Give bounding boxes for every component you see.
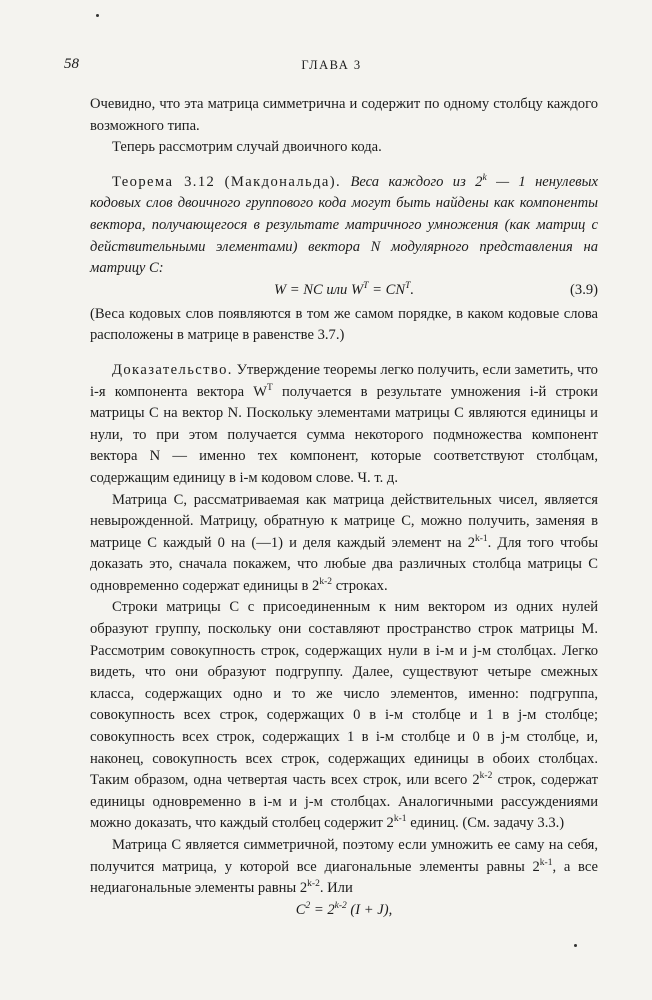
paragraph-rows-group: Строки матрицы C с присоединенным к ним вектором из одних нулей образуют группу, поскольку они составляют пространство строк матрицы M. Рассмотрим совокупность строк, содержащих нули в i-м и j-м столбцах. Легко видеть, что они образуют подгруппу. Далее, существуют четыре смежных класса, содержащих одно и то же число элементов, именно: подгруппа, совокупность всех строк, содержащих 0 в i-м столбце и 1 в j-м столбце; совокупность всех строк, содержащих 1 в i-м столбце и 0 в j-м столбце, и, наконец, совокупность всех строк, содержащих единицы в обоих столбцах. Таким образом, одна четвертая часть всех строк, или всего 2$^{k-2}$ строк, содержат единицы одновременно в i-м и j-м столбцах. Аналогичными рассуждениями можно доказать, что каждый столбец содержит 2$^{k-1}$ единиц. (См. задачу 3.3.) <box>90 599 598 832</box>
paragraph-intro: Очевидно, что эта матрица симметрична и содержит по одному столбцу каждого возможного типа. <box>90 96 598 134</box>
theorem-label: Теорема 3.12 <box>112 173 216 190</box>
equation-3-9: W = NC или $W^T = CN^T$. (3.9) <box>90 280 598 304</box>
paragraph-symmetric: Матрица C является симметричной, поэтому если умножить ее саму на себя, получится матрица, у которой все диагональные элементы равны 2$^{k-1}$, а все недиагональные элементы равны 2$^{k-2}$. Или <box>90 837 598 897</box>
theorem-text: Веса каждого из 2$^k$ — 1 ненулевых кодовых слов двоичного группового кода могут быть найдены как компоненты вектора, получающегося в результате матричного умножения (как матриц с действительными элементами) вектора N модулярного представления на матрицу C: <box>90 172 599 277</box>
paragraph-nonsingular: Матрица C, рассматриваемая как матрица действительных чисел, является невырожденной. Матрицу, обратную к матрице C, можно получить, заменяя в матрице C каждый 0 на (—1) и деля каждый элемент на 2$^{k-1}$. Для того чтобы доказать это, сначала покажем, что любые два различных столбца матрицы C одновременно содержат единицы в 2$^{k-2}$ строках. <box>90 491 598 594</box>
scan-speck <box>574 944 577 947</box>
page-number: 58 <box>64 56 79 72</box>
theorem-3-12 <box>90 172 598 280</box>
equation-number: (3.9) <box>570 281 598 298</box>
page-header <box>64 56 599 76</box>
page-body <box>90 94 598 924</box>
scan-speck <box>96 14 99 17</box>
paragraph-note: (Веса кодовых слов появляются в том же самом порядке, в каком кодовые слова расположены в матрице в равенстве 3.7.) <box>90 305 598 344</box>
proof-paragraph: Доказательство. Утверждение теоремы легко получить, если заметить, что i-я компонента вектора $W^T$ получается в результате умножения i-й строки матрицы C на вектор N. Поскольку элементами матрицы C являются единицы и нули, то при этом получается сумма некоторого подмножества компонент вектора N — именно тех компонент, которые соответствуют столбцам, содержащим единицу в i-м кодовом слове. Ч. т. д. <box>90 361 598 486</box>
proof-label: Доказательство. <box>112 361 233 378</box>
paragraph-binary-case: Теперь рассмотрим случай двоичного кода. <box>112 139 382 156</box>
theorem-author: (Макдональда). <box>224 173 342 190</box>
chapter-title: ГЛАВА 3 <box>301 58 362 72</box>
equation-c-squared: $C^2 = 2^{k-2}$ (I + J), <box>295 900 393 918</box>
